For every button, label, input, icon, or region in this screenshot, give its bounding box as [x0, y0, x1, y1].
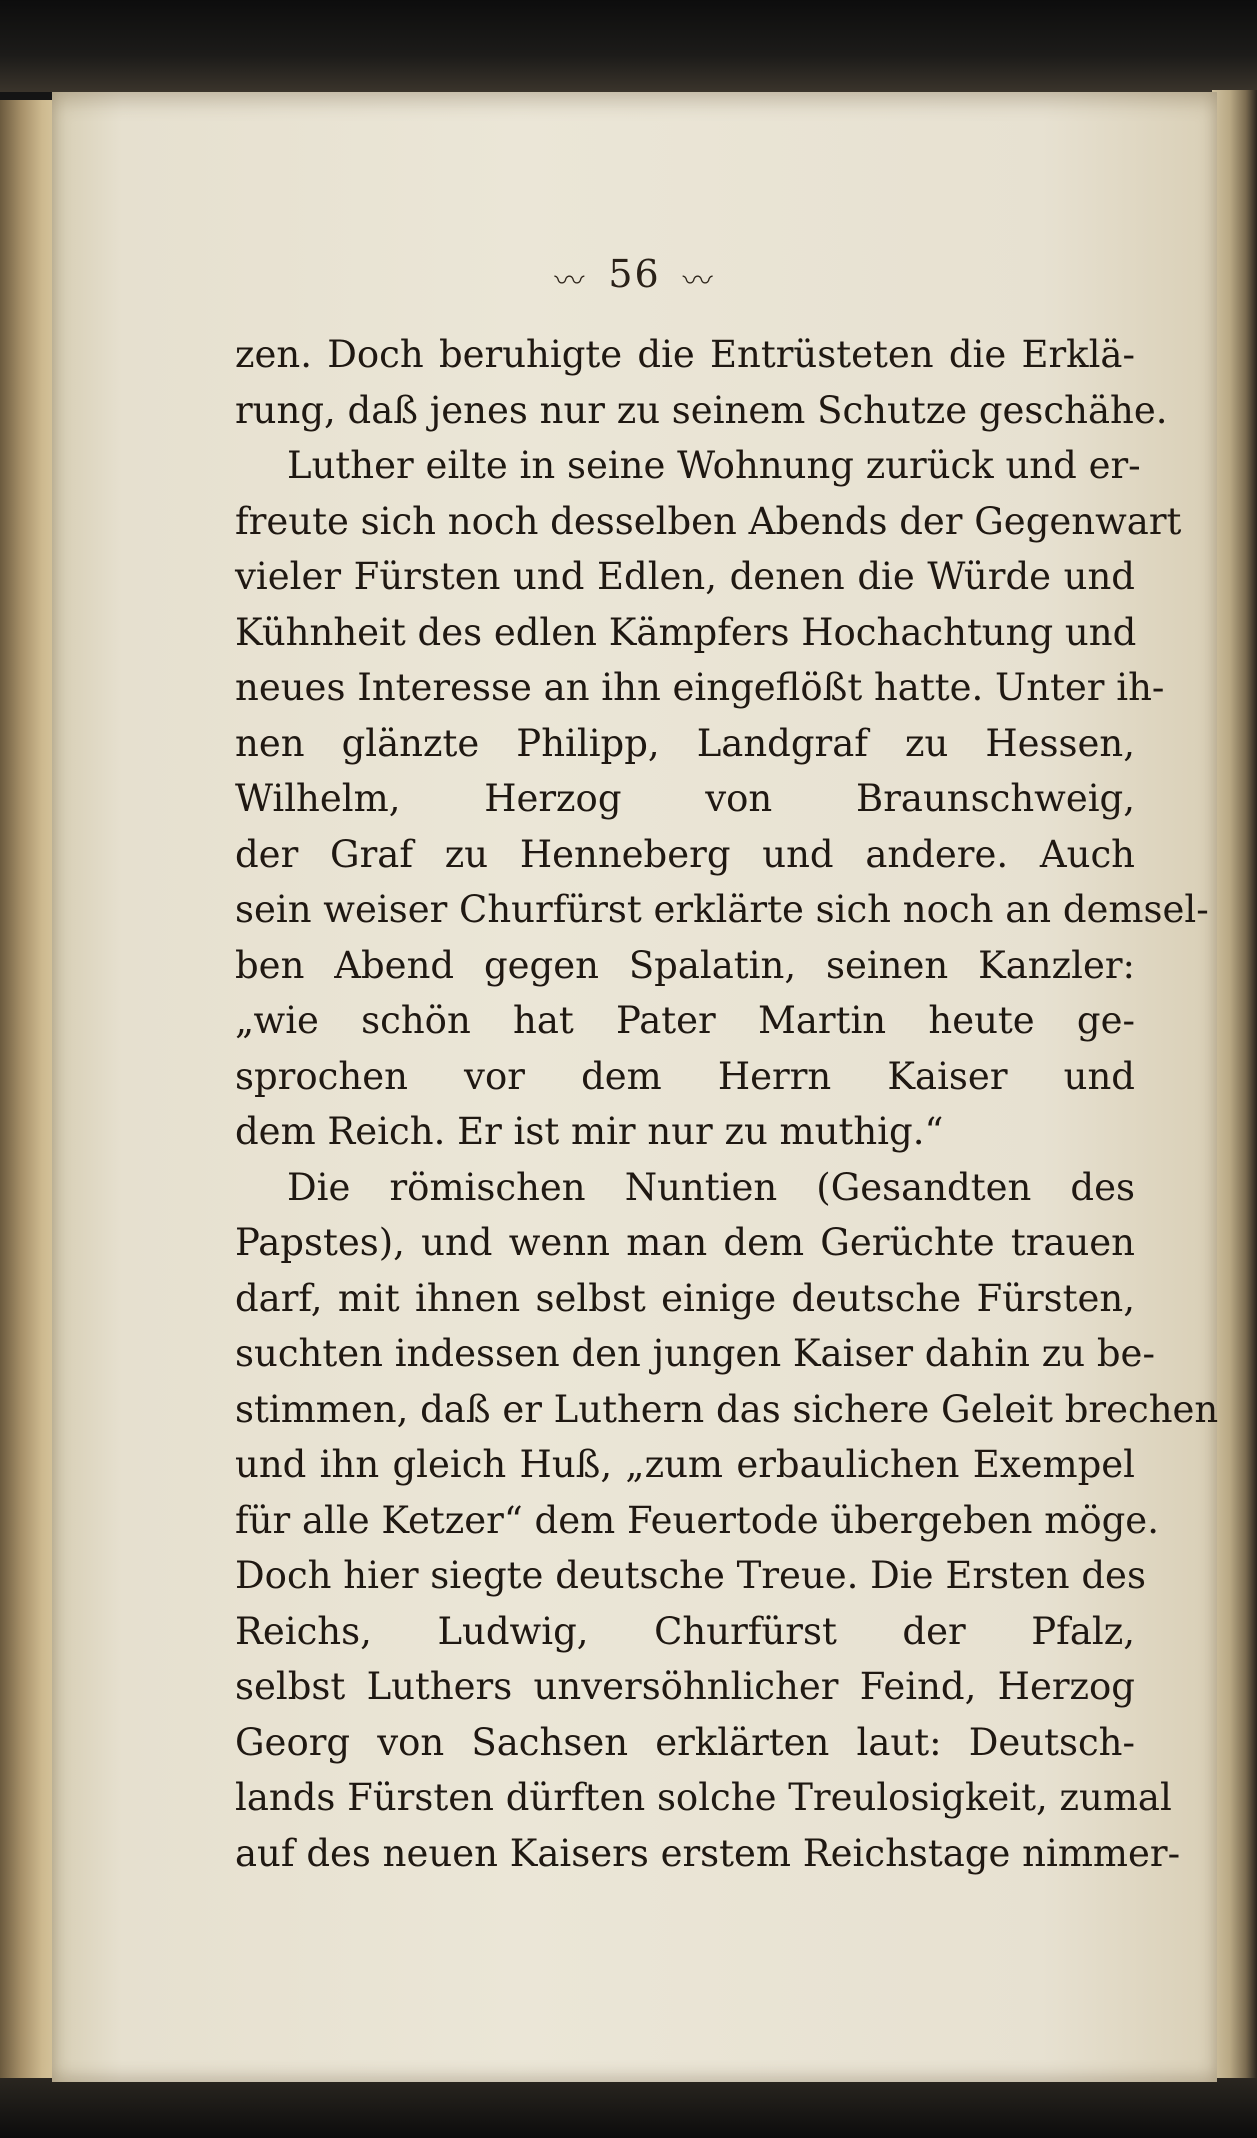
text-line: lands Fürsten dürften solche Treulosigkeit, zumal — [235, 1776, 1172, 1819]
text-line: nen glänzte Philipp, Landgraf zu Hessen, — [235, 721, 1135, 765]
text-line: „wie schön hat Pater Martin heute ge- — [235, 999, 1135, 1042]
text-line: der Graf zu Henneberg und andere. Auch — [235, 832, 1135, 876]
text-line: neues Interesse an ihn eingeflößt hatte. Unter ih- — [235, 666, 1165, 709]
text-line: stimmen, daß er Luthern das sichere Geleit brechen — [235, 1387, 1219, 1431]
bottom-shadow-edge — [0, 2078, 1257, 2138]
text-line: ben Abend gegen Spalatin, seinen Kanzler: — [235, 943, 1135, 987]
text-line: selbst Luthers unversöhnlicher Feind, Herzog — [235, 1665, 1135, 1708]
text-line: suchten indessen den jungen Kaiser dahin zu be- — [235, 1332, 1155, 1375]
text-line: Doch hier siegte deutsche Treue. Die Ersten des — [235, 1554, 1146, 1597]
page-number: 56 — [608, 252, 661, 296]
text-line: sein weiser Churfürst erklärte sich noch an demsel- — [235, 888, 1209, 931]
page-header — [52, 252, 1217, 300]
ornament-right-icon: 〰 — [682, 263, 715, 299]
text-line: Wilhelm, Herzog von Braunschweig, — [235, 777, 1135, 820]
text-line: Kühnheit des edlen Kämpfers Hochachtung und — [235, 610, 1137, 654]
text-line: freute sich noch desselben Abends der Gegenwart — [235, 499, 1182, 543]
book-page — [52, 92, 1217, 2082]
text-line: Luther eilte in seine Wohnung zurück und er- — [287, 444, 1141, 487]
text-line: und ihn gleich Huß, „zum erbaulichen Exempel — [235, 1443, 1135, 1486]
text-line: darf, mit ihnen selbst einige deutsche Fürsten, — [235, 1276, 1135, 1320]
page-stack-edge — [1212, 90, 1257, 2080]
text-line: dem Reich. Er ist mir nur zu muthig.“ — [235, 1110, 944, 1153]
text-line: sprochen vor dem Herrn Kaiser und — [235, 1054, 1135, 1098]
text-line: zen. Doch beruhigte die Entrüsteten die Erklä- — [235, 333, 1135, 376]
text-line: vieler Fürsten und Edlen, denen die Würde und — [235, 555, 1135, 598]
text-line: für alle Ketzer“ dem Feuertode übergeben möge. — [235, 1498, 1159, 1542]
text-line: Papstes), und wenn man dem Gerüchte trauen — [235, 1221, 1135, 1264]
text-line: Die römischen Nuntien (Gesandten des — [287, 1165, 1135, 1209]
text-line: Georg von Sachsen erklärten laut: Deutsch- — [235, 1720, 1135, 1764]
top-shadow-edge — [0, 0, 1257, 92]
book-spine — [0, 100, 60, 2090]
text-line: Reichs, Ludwig, Churfürst der Pfalz, — [235, 1609, 1135, 1653]
ornament-left-icon: 〰 — [554, 263, 587, 299]
text-line: auf des neuen Kaisers erstem Reichstage nimmer- — [235, 1831, 1181, 1875]
text-line: rung, daß jenes nur zu seinem Schutze geschähe. — [235, 388, 1168, 432]
body-text — [235, 327, 1219, 1881]
